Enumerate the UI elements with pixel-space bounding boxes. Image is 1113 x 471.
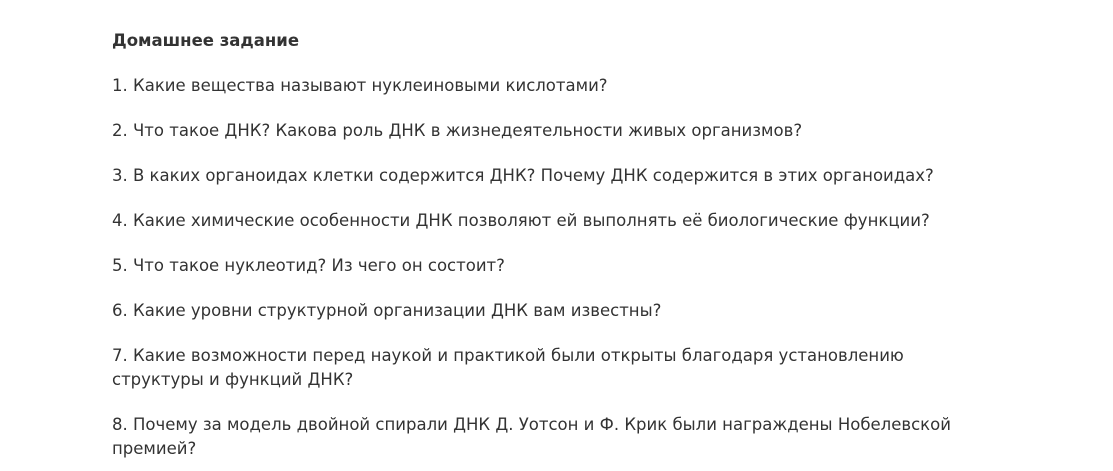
homework-title: Домашнее задание (112, 31, 300, 50)
homework-section (112, 29, 992, 461)
question-item-2: 2. Что такое ДНК? Какова роль ДНК в жизнедеятельности живых организмов? (112, 121, 803, 140)
question-item-6: 6. Какие уровни структурной организации ДНК вам известны? (112, 301, 662, 320)
question-item-1: 1. Какие вещества называют нуклеиновыми кислотами? (112, 76, 608, 95)
question-item-4: 4. Какие химические особенности ДНК позволяют ей выполнять её биологические функции? (112, 211, 930, 230)
question-item-7: 7. Какие возможности перед наукой и практикой были открыты благодаря установлению структуры и функций ДНК? (112, 346, 904, 389)
question-item-3: 3. В каких органоидах клетки содержится ДНК? Почему ДНК содержится в этих органоидах? (112, 166, 934, 185)
question-item-5: 5. Что такое нуклеотид? Из чего он состоит? (112, 256, 505, 275)
question-list (112, 74, 992, 461)
question-item-8: 8. Почему за модель двойной спирали ДНК Д. Уотсон и Ф. Крик были награждены Нобелевской премией? (112, 415, 951, 458)
